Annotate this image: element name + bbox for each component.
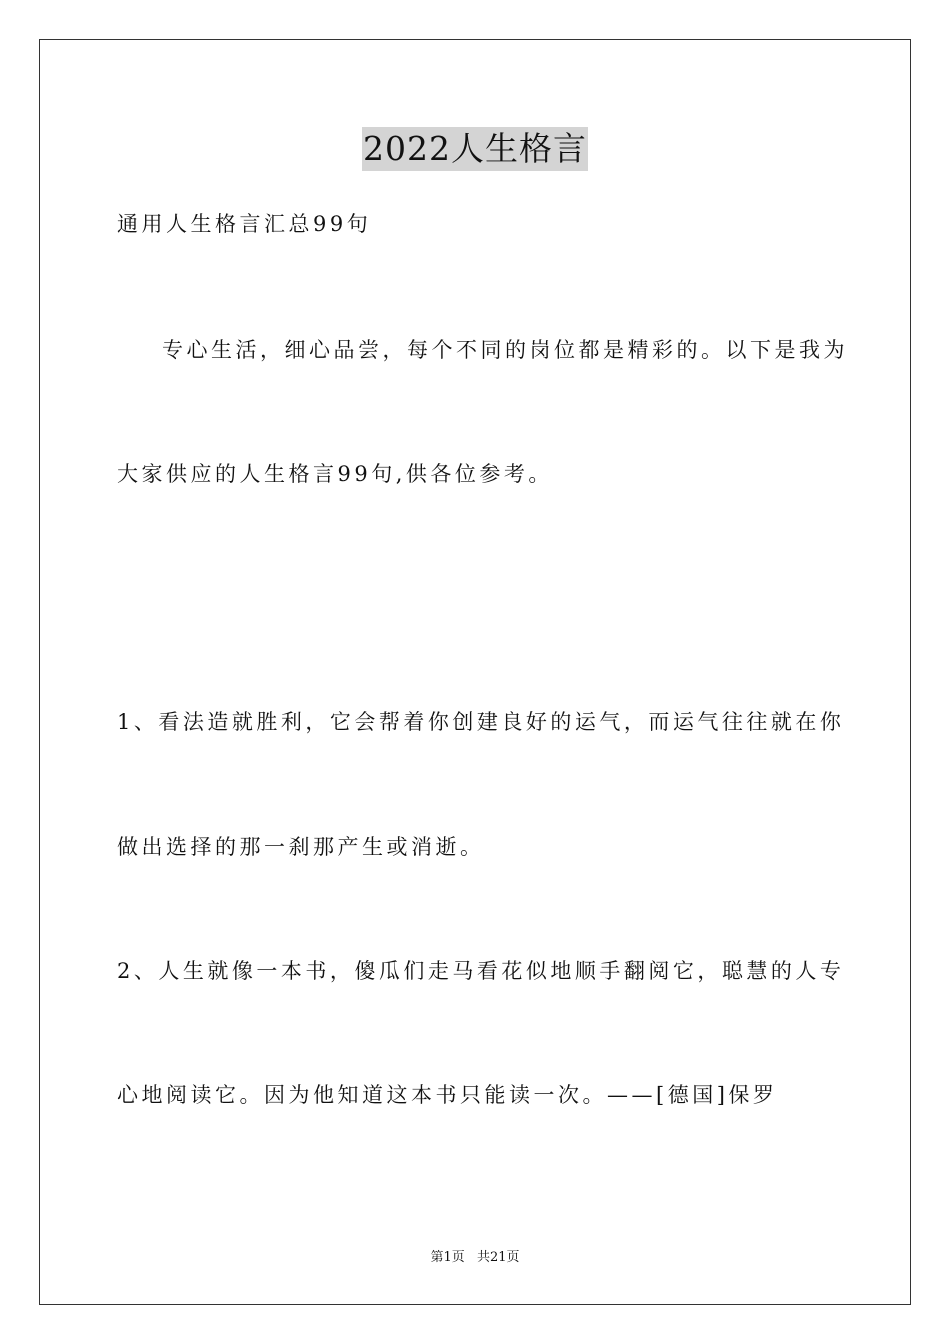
page-number: 第1页 — [430, 1250, 465, 1265]
item-1-line-2: 做出选择的那一刹那产生或消逝。 — [117, 835, 485, 859]
intro-line-2: 大家供应的人生格言99句,供各位参考。 — [117, 462, 553, 486]
total-pages: 共21页 — [476, 1250, 520, 1265]
item-2-line-1: 2、人生就像一本书，傻瓜们走马看花似地顺手翻阅它，聪慧的人专 — [117, 959, 845, 983]
title-wrap — [0, 127, 950, 171]
intro-line-1: 专心生活，细心品尝，每个不同的岗位都是精彩的。以下是我为 — [162, 338, 848, 362]
document-title: 2022人生格言 — [362, 127, 588, 171]
document-subtitle: 通用人生格言汇总99句 — [117, 212, 372, 236]
item-2-line-2: 心地阅读它。因为他知道这本书只能读一次。——[德国]保罗 — [117, 1083, 778, 1107]
page-footer — [0, 1249, 950, 1267]
item-1-line-1: 1、看法造就胜利，它会帮着你创建良好的运气，而运气往往就在你 — [117, 710, 845, 734]
